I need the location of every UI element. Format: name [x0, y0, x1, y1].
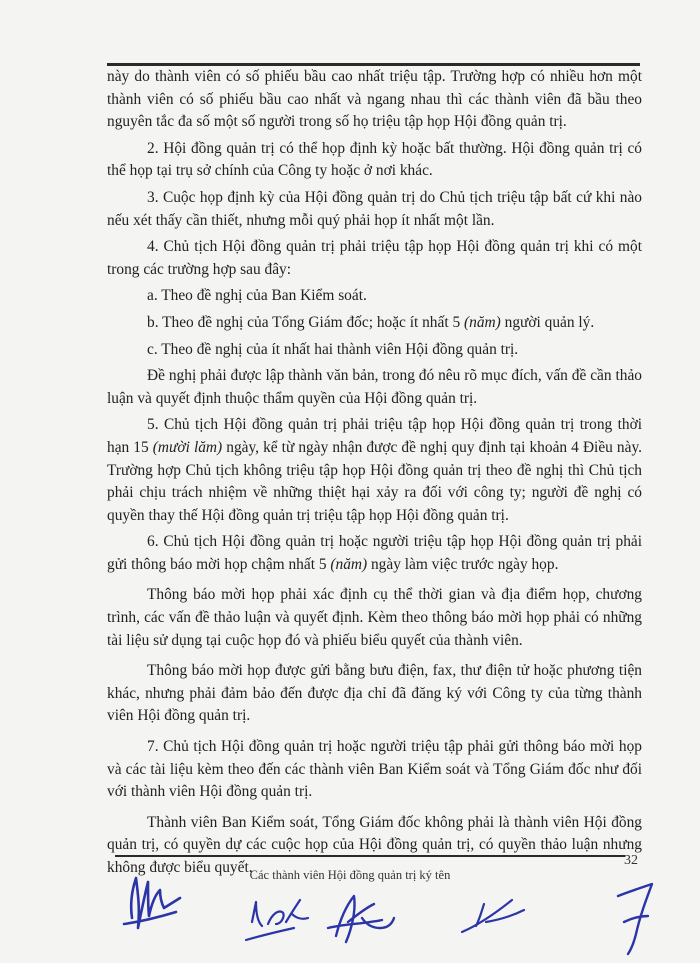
document-body: [107, 66, 642, 880]
signature-3: [318, 884, 402, 954]
signature-4: [452, 886, 532, 946]
item-b-text-end: người quản lý.: [500, 313, 595, 331]
signature-1: [118, 868, 198, 940]
paragraph-clause-7: 7. Chủ tịch Hội đồng quản trị hoặc người triệu tập phải gửi thông báo mời họp và các tài liệu kèm theo đến các thành viên Ban Kiểm soát và Tổng Giám đốc như đối với thành viên Hội đồng quản trị.: [107, 738, 642, 801]
footer-rule: [115, 855, 625, 857]
paragraph-invitation-content: Thông báo mời họp phải xác định cụ thể thời gian và địa điểm họp, chương trình, các vấn đề thảo luận và quyết định. Kèm theo thông báo mời họp phải có những tài liệu sử dụng tại cuộc họp đó và phiếu biểu quyết của thành viên.: [107, 586, 642, 649]
signature-caption: Các thành viên Hội đồng quản trị ký tên: [249, 868, 451, 882]
clause-5-text: 5. Chủ tịch Hội đồng quản trị phải triệu tập họp Hội đồng quản trị trong thời hạn 15: [107, 416, 642, 456]
paragraph-continuation: này do thành viên có số phiếu bầu cao nhất triệu tập. Trường hợp có nhiều hơn một thành viên có số phiếu bầu cao nhất và ngang nhau thì các thành viên đã bầu theo nguyên tắc đa số một số người trong số họ triệu tập họp Hội đồng quản trị.: [107, 68, 642, 131]
paragraph-request-note: Đề nghị phải được lập thành văn bản, trong đó nêu rõ mục đích, vấn đề cần thảo luận và quyết định thuộc thẩm quyền của Hội đồng quản trị.: [107, 367, 642, 407]
paragraph-clause-6: [107, 531, 642, 576]
clause-6-text: 6. Chủ tịch Hội đồng quản trị hoặc người triệu tập họp Hội đồng quản trị phải gửi thông báo mời họp chậm nhất 5: [107, 533, 642, 573]
item-b-text: b. Theo đề nghị của Tổng Giám đốc; hoặc ít nhất 5: [147, 313, 465, 331]
clause-5-emphasis: (mười lăm): [152, 438, 223, 456]
item-b-emphasis: (năm): [464, 313, 501, 331]
paragraph-item-b: [107, 312, 642, 335]
clause-6-text-end: ngày làm việc trước ngày họp.: [367, 555, 559, 573]
paragraph-clause-2: 2. Hội đồng quản trị có thể họp định kỳ hoặc bất thường. Hội đồng quản trị có thể họp tại trụ sở chính của Công ty hoặc ở nơi khác.: [107, 139, 642, 180]
paragraph-clause-4: 4. Chủ tịch Hội đồng quản trị phải triệu tập họp Hội đồng quản trị khi có một trong các trường hợp sau đây:: [107, 238, 642, 278]
page-number: 32: [624, 853, 638, 868]
paragraph-item-c: c. Theo đề nghị của ít nhất hai thành viên Hội đồng quản trị.: [147, 340, 519, 358]
paragraph-invitation-delivery: Thông báo mời họp được gửi bằng bưu điện, fax, thư điện tử hoặc phương tiện khác, nhưng phải đảm bảo đến được địa chỉ đã đăng ký với Công ty của từng thành viên Hội đồng quản trị.: [107, 662, 642, 725]
paragraph-supervisory-attendance: Thành viên Ban Kiểm soát, Tổng Giám đốc không phải là thành viên Hội đồng quản trị, có quyền dự các cuộc họp của Hội đồng quản trị, có quyền thảo luận nhưng không được biểu quyết.: [107, 813, 642, 876]
clause-6-emphasis: (năm): [330, 555, 368, 573]
paragraph-clause-3: 3. Cuộc họp định kỳ của Hội đồng quản trị do Chủ tịch triệu tập bất cứ khi nào nếu xét thấy cần thiết, nhưng mỗi quý phải họp ít nhất một lần.: [107, 188, 642, 229]
paragraph-item-a: a. Theo đề nghị của Ban Kiểm soát.: [147, 287, 367, 305]
signature-5: [606, 876, 676, 960]
paragraph-clause-5: [107, 414, 642, 527]
signature-2: [242, 892, 322, 948]
clause-5-text-end: ngày, kể từ ngày nhận được đề nghị quy định tại khoản 4 Điều này. Trường hợp Chủ tịch không triệu tập họp Hội đồng quản trị theo đề nghị thì Chủ tịch phải chịu trách nhiệm về những thiệt hại xảy ra đối với công ty; người đề nghị có quyền thay thế Hội đồng quản trị triệu tập họp Hội đồng quản trị.: [107, 438, 642, 524]
